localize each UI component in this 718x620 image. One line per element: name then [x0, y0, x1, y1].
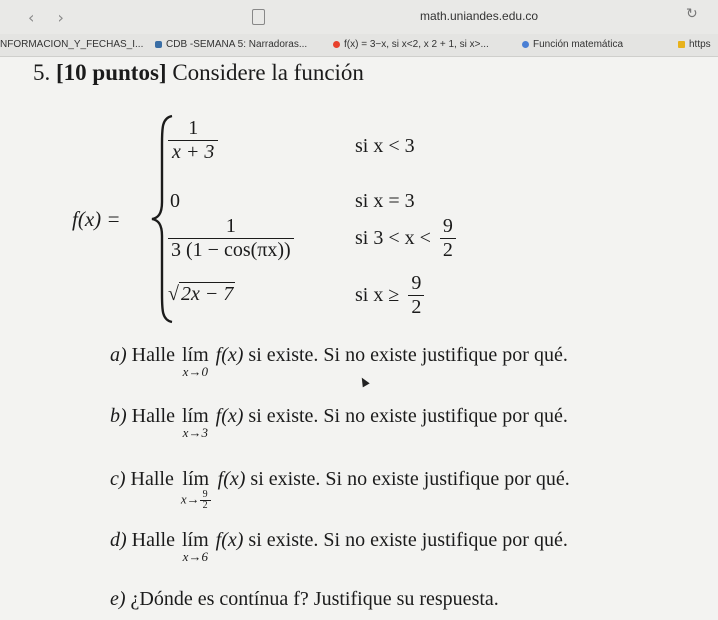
lim-word: lím	[181, 344, 209, 366]
case-1-denominator: x + 3	[168, 140, 218, 164]
lim-subscript-var: x→	[180, 491, 200, 507]
lim-subscript-den: 2	[200, 500, 211, 511]
tab-label: Función matemática	[533, 39, 624, 50]
item-label: b)	[110, 405, 127, 427]
item-function: f(x)	[217, 468, 246, 490]
case-3-expression	[168, 215, 294, 262]
lim-subscript: x→6	[182, 549, 208, 564]
tab-https[interactable]	[678, 39, 711, 50]
item-function: f(x)	[215, 405, 244, 427]
item-label: c)	[110, 468, 126, 490]
bookmark-icon	[678, 41, 685, 48]
tab-informacion[interactable]	[0, 39, 143, 50]
favicon-icon	[155, 41, 162, 48]
item-b	[110, 405, 568, 439]
nav-arrows	[28, 8, 82, 27]
case-2-expression: 0	[170, 190, 180, 212]
tab-fx-definition[interactable]	[333, 39, 489, 50]
case-3-condition-den: 2	[440, 238, 456, 262]
item-text: si existe. Si no existe justifique por qué.	[250, 468, 570, 490]
back-icon[interactable]: ‹	[28, 8, 35, 27]
limit-operator	[182, 344, 209, 378]
favicon-icon	[333, 41, 340, 48]
case-4-radicand: 2x − 7	[180, 283, 234, 305]
item-verb: Halle	[131, 529, 175, 551]
lim-word: lím	[181, 405, 209, 427]
problem-statement: Considere la función	[172, 60, 364, 85]
lim-subscript: x→0	[182, 364, 208, 379]
item-a	[110, 344, 568, 378]
item-label: e)	[110, 588, 126, 610]
lim-subscript: x→3	[182, 425, 208, 440]
limit-operator	[182, 405, 209, 439]
tab-label: NFORMACION_Y_FECHAS_I...	[0, 39, 144, 50]
case-4-expression	[168, 283, 235, 306]
item-verb: Halle	[131, 405, 175, 427]
tab-bar	[0, 34, 718, 57]
case-3-condition-text: si 3 < x <	[355, 227, 431, 249]
tab-label: f(x) = 3−x, si x<2, x 2 + 1, si x>...	[344, 39, 489, 50]
case-4-condition	[355, 272, 424, 319]
item-verb: Halle	[130, 468, 174, 490]
lim-word: lím	[182, 468, 210, 490]
item-function: f(x)	[215, 529, 244, 551]
case-1-condition: si x < 3	[355, 135, 415, 157]
lim-subscript-num: 9	[202, 489, 208, 500]
item-function: f(x)	[215, 344, 244, 366]
limit-operator	[182, 529, 209, 563]
address-bar[interactable]: math.uniandes.edu.co	[420, 9, 539, 23]
problem-points: [10 puntos]	[56, 60, 167, 85]
item-e	[110, 588, 499, 611]
problem-number: 5.	[33, 60, 51, 85]
browser-toolbar	[0, 0, 718, 35]
item-text: ¿Dónde es contínua f? Justifique su respuesta.	[130, 588, 499, 610]
sqrt-icon: √	[168, 283, 179, 305]
tab-funcion-matematica[interactable]	[522, 39, 623, 50]
case-1-numerator: 1	[188, 117, 199, 139]
item-d	[110, 529, 568, 563]
favicon-icon	[522, 41, 529, 48]
tab-label: CDB -SEMANA 5: Narradoras...	[166, 39, 308, 50]
item-text: si existe. Si no existe justifique por qué.	[248, 405, 568, 427]
function-name: f(x) =	[72, 207, 121, 231]
case-4-condition-den: 2	[408, 295, 424, 319]
tab-cdb-semana[interactable]	[155, 39, 307, 50]
item-verb: Halle	[131, 344, 175, 366]
item-c	[110, 468, 570, 511]
sidebar-toggle-icon[interactable]	[252, 9, 265, 25]
forward-icon[interactable]: ›	[57, 8, 64, 27]
item-text: si existe. Si no existe justifique por qué.	[248, 529, 568, 551]
reload-icon[interactable]: ↻	[686, 6, 698, 22]
case-2-condition: si x = 3	[355, 190, 415, 212]
lim-subscript	[181, 490, 211, 511]
case-4-condition-num: 9	[411, 272, 422, 294]
item-label: d)	[110, 529, 127, 551]
case-4-condition-text: si x ≥	[355, 284, 400, 306]
lim-word: lím	[181, 529, 209, 551]
item-label: a)	[110, 344, 127, 366]
limit-operator	[181, 468, 211, 511]
case-1-expression	[168, 117, 218, 164]
case-3-condition-num: 9	[442, 215, 453, 237]
item-text: si existe. Si no existe justifique por qué.	[248, 344, 568, 366]
case-3-numerator: 1	[225, 215, 236, 237]
tab-label: https	[689, 39, 711, 50]
problem-heading	[33, 60, 364, 86]
case-3-condition	[355, 215, 456, 262]
case-3-denominator: 3 (1 − cos(πx))	[168, 238, 294, 262]
